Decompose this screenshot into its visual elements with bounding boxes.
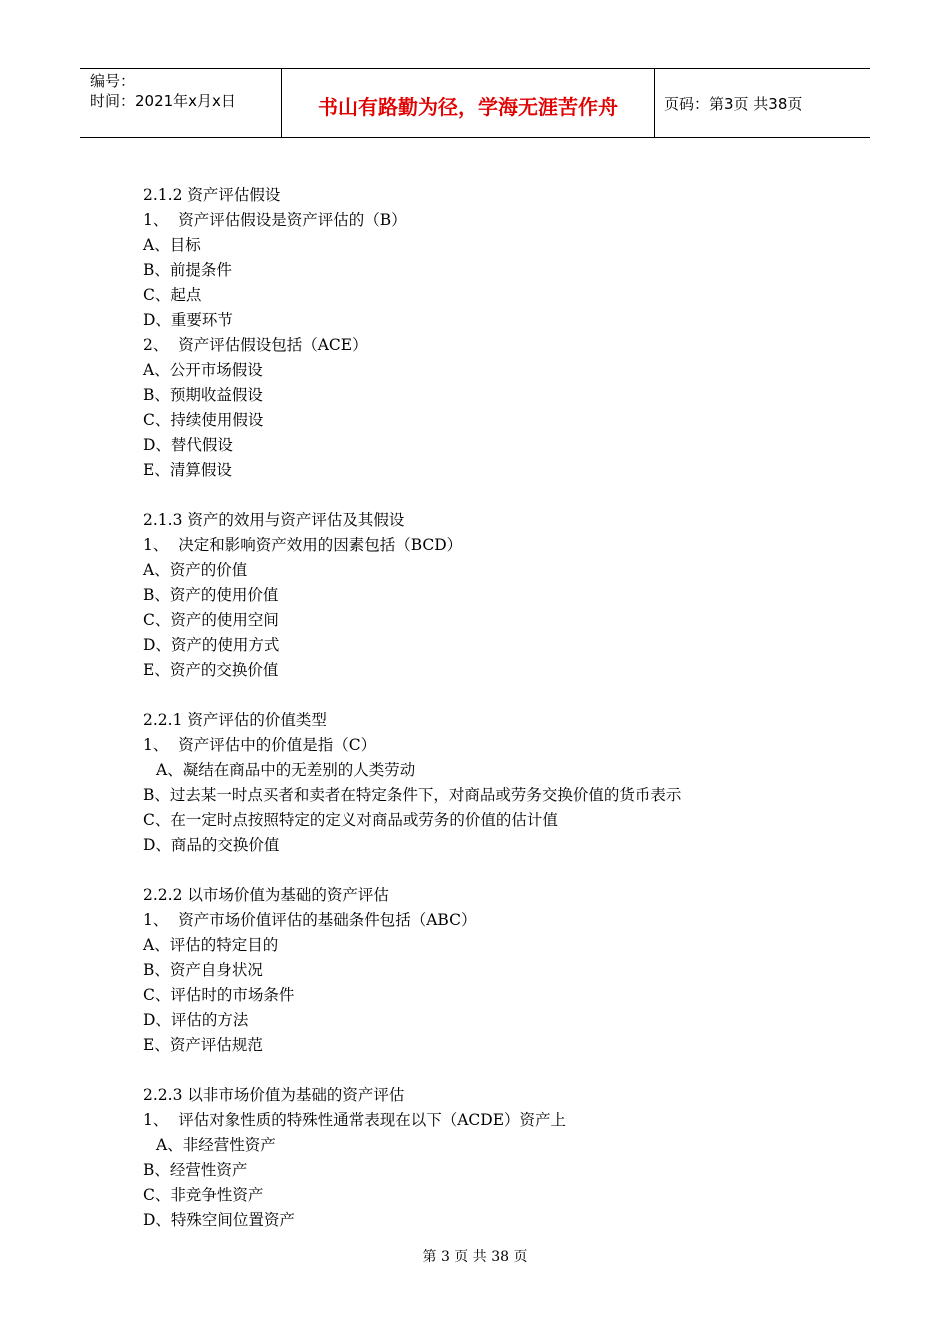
option: C、在一定时点按照特定的定义对商品或劳务的价值的估计值 bbox=[143, 811, 558, 829]
option: A、目标 bbox=[143, 236, 201, 254]
option: E、资产的交换价值 bbox=[143, 661, 279, 679]
option: B、经营性资产 bbox=[143, 1161, 248, 1179]
question: 1、 评估对象性质的特殊性通常表现在以下（ACDE）资产上 bbox=[143, 1111, 567, 1129]
option: B、资产的使用价值 bbox=[143, 586, 279, 604]
option: C、非竞争性资产 bbox=[143, 1186, 264, 1204]
header-motto: 书山有路勤为径，学海无涯苦作舟 bbox=[282, 69, 655, 137]
option: E、清算假设 bbox=[143, 461, 232, 479]
date-line: 时间：2021年x月x日 bbox=[90, 92, 236, 110]
option: B、资产自身状况 bbox=[143, 961, 263, 979]
question: 1、 资产评估中的价值是指（C） bbox=[143, 736, 377, 754]
header-page-info: 页码：第3页 共38页 bbox=[664, 95, 803, 113]
option: C、资产的使用空间 bbox=[143, 611, 279, 629]
option: C、评估时的市场条件 bbox=[143, 986, 295, 1004]
option: D、替代假设 bbox=[143, 436, 233, 454]
section-heading: 2.1.2 资产评估假设 bbox=[143, 186, 281, 204]
option: A、非经营性资产 bbox=[156, 1136, 276, 1154]
question: 1、 资产评估假设是资产评估的（B） bbox=[143, 211, 407, 229]
option: D、评估的方法 bbox=[143, 1011, 249, 1029]
option: B、前提条件 bbox=[143, 261, 232, 279]
option: D、商品的交换价值 bbox=[143, 836, 280, 854]
option: D、资产的使用方式 bbox=[143, 636, 280, 654]
option: C、持续使用假设 bbox=[143, 411, 264, 429]
question: 1、 资产市场价值评估的基础条件包括（ABC） bbox=[143, 911, 477, 929]
option: D、特殊空间位置资产 bbox=[143, 1211, 295, 1229]
page-header bbox=[80, 68, 870, 138]
option: A、评估的特定目的 bbox=[143, 936, 279, 954]
section-heading: 2.2.2 以市场价值为基础的资产评估 bbox=[143, 886, 389, 904]
section-heading: 2.2.1 资产评估的价值类型 bbox=[143, 711, 327, 729]
option: B、预期收益假设 bbox=[143, 386, 263, 404]
option: E、资产评估规范 bbox=[143, 1036, 263, 1054]
option: A、凝结在商品中的无差别的人类劳动 bbox=[156, 761, 416, 779]
section-heading: 2.1.3 资产的效用与资产评估及其假设 bbox=[143, 511, 405, 529]
option: D、重要环节 bbox=[143, 311, 233, 329]
option: C、起点 bbox=[143, 286, 202, 304]
option: A、资产的价值 bbox=[143, 561, 248, 579]
question: 1、 决定和影响资产效用的因素包括（BCD） bbox=[143, 536, 463, 554]
option: B、过去某一时点买者和卖者在特定条件下，对商品或劳务交换价值的货币表示 bbox=[143, 786, 682, 804]
page-footer: 第 3 页 共 38 页 bbox=[422, 1249, 528, 1265]
question: 2、 资产评估假设包括（ACE） bbox=[143, 336, 368, 354]
document-body bbox=[143, 183, 843, 1233]
section-heading: 2.2.3 以非市场价值为基础的资产评估 bbox=[143, 1086, 405, 1104]
option: A、公开市场假设 bbox=[143, 361, 263, 379]
number-label: 编号： bbox=[90, 72, 136, 90]
header-meta-cell bbox=[80, 69, 282, 137]
